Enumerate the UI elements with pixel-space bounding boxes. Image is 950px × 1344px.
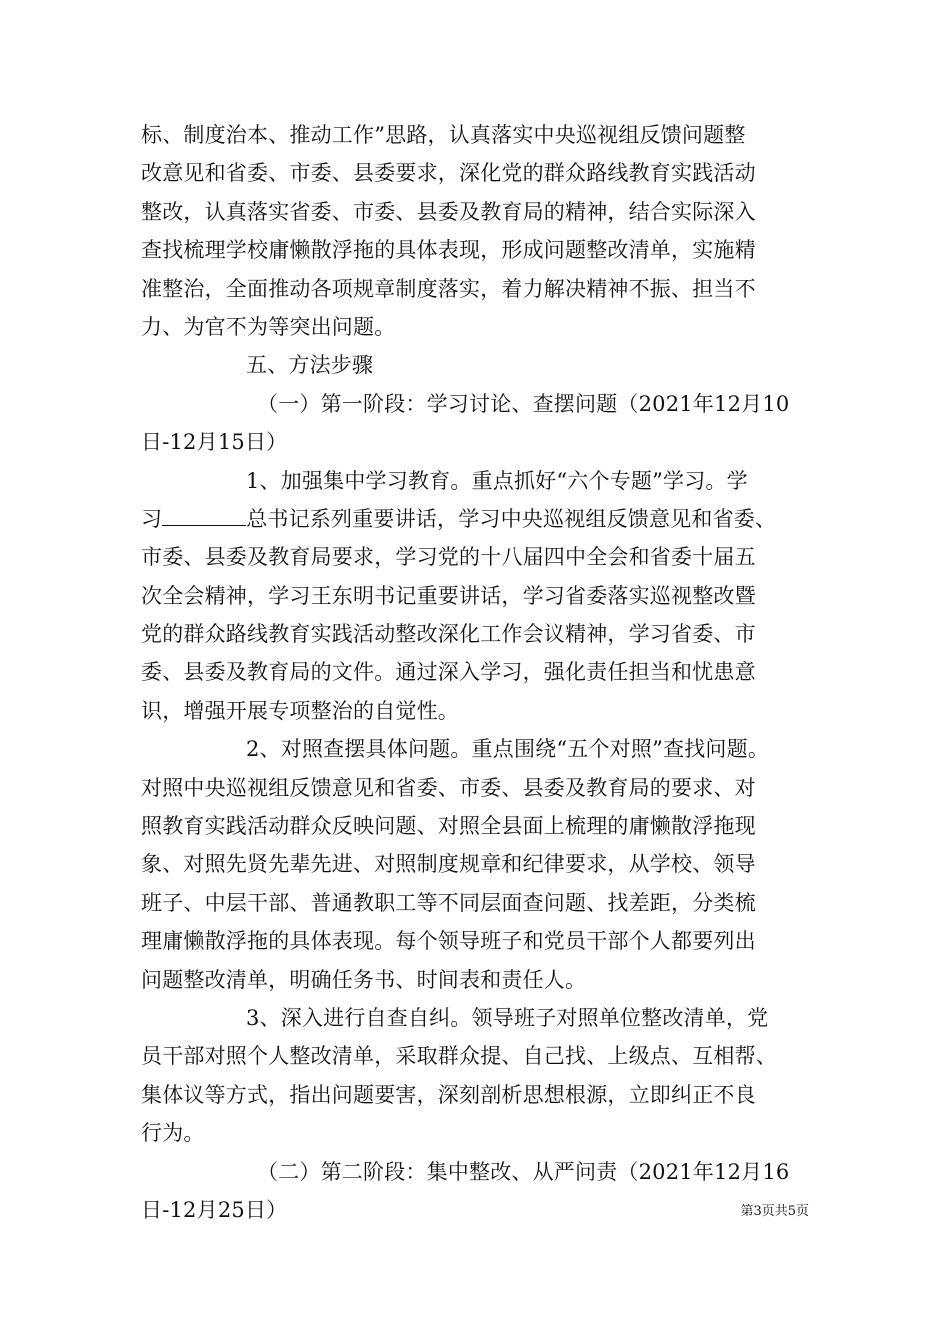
text-line: 识，增强开展专项整治的自觉性。 xyxy=(141,698,459,723)
text-line: 行为。 xyxy=(141,1121,205,1146)
text-line: 委、县委及教育局的文件。通过深入学习，强化责任担当和忧患意 xyxy=(141,660,756,685)
text-line xyxy=(141,500,813,538)
text-line: 五、方法步骤 xyxy=(246,353,374,378)
text-line: 整改，认真落实省委、市委、县委及教育局的精神，结合实际深入 xyxy=(141,199,756,224)
text-line: 改意见和省委、市委、县委要求，深化党的群众路线教育实践活动 xyxy=(141,161,756,186)
text-line: 班子、中层干部、普通教职工等不同层面查问题、找差距，分类梳 xyxy=(141,890,756,915)
text-line: （二）第二阶段：集中整改、从严问责（2021年12月16 xyxy=(257,1159,790,1184)
document-body xyxy=(141,116,813,1229)
text-line: 2、对照查摆具体问题。重点围绕“五个对照”查找问题。 xyxy=(246,737,770,762)
text-segment: 总书记系列重要讲话，学习中央巡视组反馈意见和省委、 xyxy=(246,506,777,531)
text-line: 查找梳理学校庸懒散浮拖的具体表现，形成问题整改清单，实施精 xyxy=(141,238,756,263)
text-line: 标、制度治本、推动工作”思路，认真落实中央巡视组反馈问题整 xyxy=(141,123,746,147)
text-line: 对照中央巡视组反馈意见和省委、市委、县委及教育局的要求、对 xyxy=(141,775,756,800)
text-line: 日-12月15日） xyxy=(141,430,288,455)
text-line: 集体议等方式，指出问题要害，深刻剖析思想根源，立即纠正不良 xyxy=(141,1082,756,1107)
text-line: 党的群众路线教育实践活动整改深化工作会议精神，学习省委、市 xyxy=(141,622,756,647)
blank-underline xyxy=(162,507,246,526)
text-line: 照教育实践活动群众反映问题、对照全县面上梳理的庸懒散浮拖现 xyxy=(141,814,756,839)
text-line: 准整治，全面推动各项规章制度落实，着力解决精神不振、担当不 xyxy=(141,276,756,301)
text-line: 1、加强集中学习教育。重点抓好“六个专题”学习。学 xyxy=(246,468,748,493)
page-footer: 第3页共5页 xyxy=(740,1204,809,1219)
text-line: 理庸懒散浮拖的具体表现。每个领导班子和党员干部个人都要列出 xyxy=(141,929,756,954)
text-line: 象、对照先贤先辈先进、对照制度规章和纪律要求，从学校、领导 xyxy=(141,852,756,877)
text-line: 日-12月25日） xyxy=(141,1197,288,1222)
text-line: 次全会精神，学习王东明书记重要讲话，学习省委落实巡视整改暨 xyxy=(141,583,756,608)
text-line: 3、深入进行自查自纠。领导班子对照单位整改清单，党 xyxy=(246,1005,769,1030)
text-segment: 习 xyxy=(141,506,163,531)
text-line: （一）第一阶段：学习讨论、查摆问题（2021年12月10 xyxy=(257,391,790,416)
text-line: 力、为官不为等突出问题。 xyxy=(141,314,396,339)
text-line: 问题整改清单，明确任务书、时间表和责任人。 xyxy=(141,967,587,992)
text-line: 市委、县委及教育局要求，学习党的十八届四中全会和省委十届五 xyxy=(141,545,756,570)
text-line: 员干部对照个人整改清单，采取群众提、自己找、上级点、互相帮、 xyxy=(141,1044,777,1069)
